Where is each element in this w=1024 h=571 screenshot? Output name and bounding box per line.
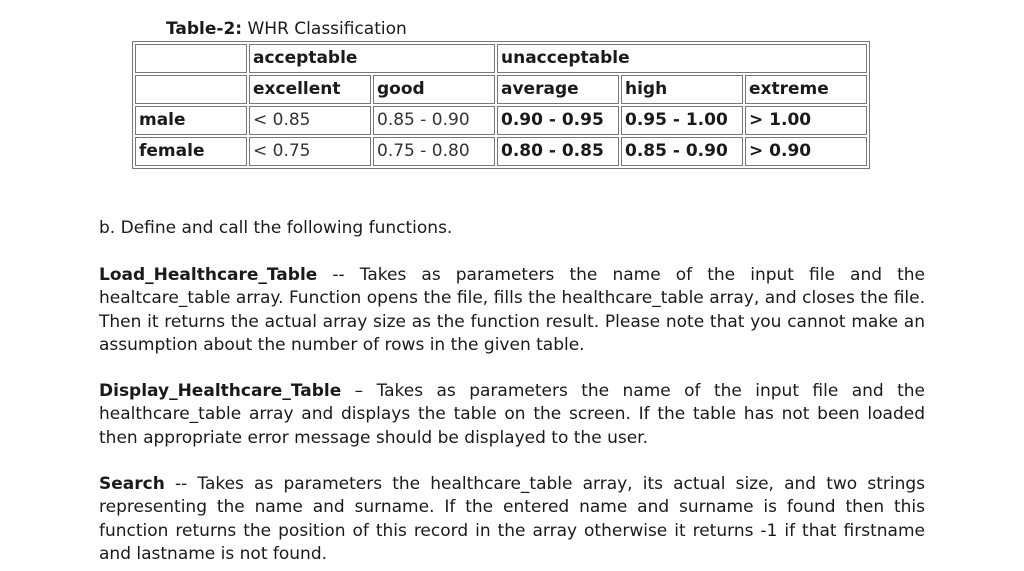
- row-label: female: [135, 137, 247, 166]
- table-cell: 0.85 - 0.90: [621, 137, 743, 166]
- table-cell: 0.85 - 0.90: [373, 106, 495, 135]
- whr-classification-table: [132, 41, 870, 169]
- column-header: average: [497, 75, 619, 104]
- function-name: Search: [99, 474, 165, 494]
- column-header: extreme: [745, 75, 867, 104]
- table-cell-empty: [135, 44, 247, 73]
- function-description: Takes as parameters the name of the input file and the healtcare_table array. Function opens the file, fills the healthcare_table array, and closes the file. Then it returns the actual array size as the function result. Please note that you cannot make an assumption about the number of rows in the given table.: [99, 265, 925, 355]
- table-cell: < 0.75: [249, 137, 371, 166]
- function-separator: --: [164, 474, 198, 494]
- table-cell: 0.75 - 0.80: [373, 137, 495, 166]
- section-b-heading: b. Define and call the following functions.: [99, 218, 453, 238]
- function-separator: --: [317, 265, 360, 285]
- table-cell: 0.90 - 0.95: [497, 106, 619, 135]
- column-header: high: [621, 75, 743, 104]
- function-name: Load_Healthcare_Table: [99, 265, 318, 285]
- function-description: Takes as parameters the healthcare_table array, its actual size, and two strings representing the name and surname. If the entered name and surname is found then this function returns the position of this record in the array otherwise it returns -1 if that firstname and lastname is not found.: [99, 474, 925, 564]
- table-caption-label: Table-2:: [166, 19, 243, 39]
- group-header-unacceptable: unacceptable: [497, 44, 867, 73]
- table-cell: < 0.85: [249, 106, 371, 135]
- table-row: [135, 44, 867, 73]
- row-label: male: [135, 106, 247, 135]
- function-description: Takes as parameters the name of the input file and the healthcare_table array and displays the table on the screen. If the table has not been loaded then appropriate error message should be displayed to the user.: [99, 381, 925, 448]
- table-cell-empty: [135, 75, 247, 104]
- function-name: Display_Healthcare_Table: [99, 381, 342, 401]
- table-cell: > 0.90: [745, 137, 867, 166]
- table-cell: > 1.00: [745, 106, 867, 135]
- function-paragraph-display: [99, 380, 925, 450]
- table-cell: 0.80 - 0.85: [497, 137, 619, 166]
- table-row: [135, 106, 867, 135]
- column-header: excellent: [249, 75, 371, 104]
- table-row: [135, 75, 867, 104]
- table-cell: 0.95 - 1.00: [621, 106, 743, 135]
- function-separator: –: [341, 381, 377, 401]
- function-paragraph-search: [99, 473, 925, 566]
- function-paragraph-load: [99, 264, 925, 357]
- table-row: [135, 137, 867, 166]
- column-header: good: [373, 75, 495, 104]
- table-caption-text: WHR Classification: [247, 19, 407, 39]
- table-caption: [166, 19, 407, 39]
- group-header-acceptable: acceptable: [249, 44, 495, 73]
